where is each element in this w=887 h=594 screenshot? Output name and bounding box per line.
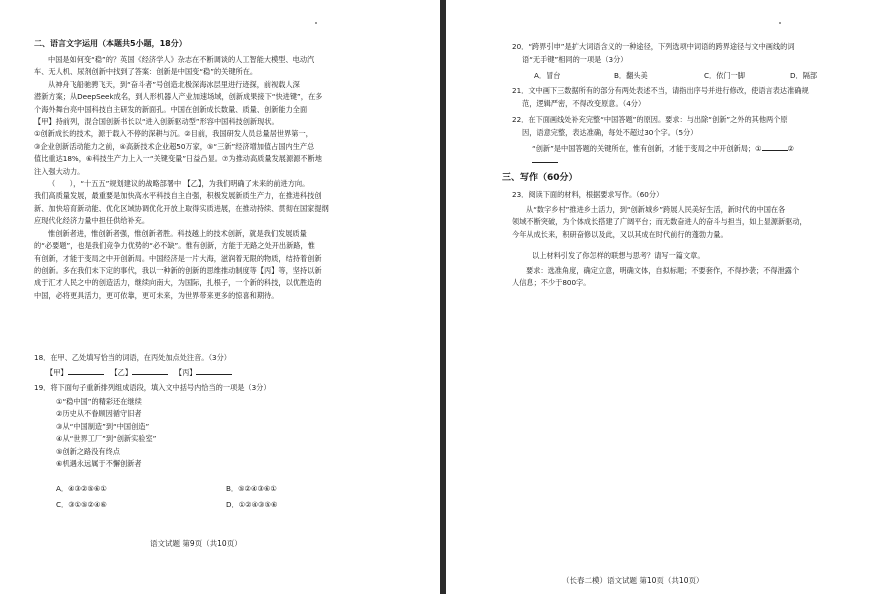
q18-blank-bing: 【丙】 [174, 368, 197, 377]
question-20-cont: 语“无手键”相同的一项是（3分） [522, 55, 628, 64]
q19-sentence: ⑤创新之路没有终点 [56, 446, 120, 456]
passage-line: ③企业创新活动能力之前，④高新技术企业超50万家，⑤“三新”经济增加值占国内生产总 [34, 141, 315, 151]
page-footer-right: （长春二模）语文试题 第10页（共10页） [562, 576, 704, 585]
passage-line: 有创新，才能于变局之中开创新局。中国经济是一片大海，滋润着无限的物质，结持着创新 [34, 253, 322, 263]
passage-line: ①创新成长的技术，源于载入不停的深耕与沉。②目前，我国研发人员总量居世界第一， [34, 129, 313, 139]
essay-question: 以上材料引发了你怎样的联想与思考？请写一篇文章。 [532, 251, 705, 260]
q19-sentence: ③从“中国制造”到“中国创造” [56, 421, 150, 431]
answer-blank[interactable] [132, 374, 168, 375]
question-19: 19．将下面句子重新排列组成语段，填入文中括号内恰当的一项是（3分） [34, 383, 271, 392]
essay-material-line: 从“数字乡村”推进乡土活力，到“创新城乡”跨展人民美好生活，新时代的中国在各 [526, 205, 786, 214]
q20-option-c[interactable]: C．依门一脚 [704, 71, 745, 80]
essay-material-line: 领域不断突破，为个体成长搭建了广阔平台；而无数奋进人的奋斗与担当，如上显源新驱动， [512, 217, 807, 227]
q19-option-d[interactable]: D．①②④③⑤⑥ [226, 500, 278, 509]
q19-option-c[interactable]: C．③①⑤②④⑥ [56, 500, 107, 509]
q22-stem: “创新”是中国答题的关键所在，惟有创新，才能于变局之中开创新局；① [532, 144, 762, 153]
passage-line: 的“必要题”，也是我们竞争力优势的“必不缺”。惟有创新，方能于无路之处开出新路，惟 [34, 241, 315, 251]
essay-requirements [512, 265, 872, 290]
passage-line: 【甲】持前列，混合国创新书长以“进入创新驱动型”形容中国科技创新现状。 [34, 117, 279, 127]
right-page [446, 0, 887, 594]
passage-line: 新、加快培育新动能、优化区域协调优化开放上取得实质进展，在推动持续、贯彻在国家提纲 [34, 203, 329, 213]
scan-dot [315, 22, 317, 24]
passage-line: 车、无人机、尿剂创新中找到了答案：创新是中国变“稳”的关键所在。 [34, 67, 258, 77]
answer-blank[interactable] [762, 150, 788, 151]
essay-material [512, 204, 872, 241]
page-footer-left: 语文试题 第9页（共10页） [150, 539, 242, 548]
passage-line: 中国，必将更具活力，更可依靠，更可未来，为世界带来更多的惊喜和期待。 [34, 290, 279, 300]
passage-line: 注入强大动力。 [34, 166, 85, 176]
q18-blank-yi: 【乙】 [110, 368, 133, 377]
question-21: 21．文中画下三数据所有的部分有两处表述不当，请指出序号并进行修改，使语言表达准确规 [512, 86, 809, 95]
q22-second-blank-row [532, 155, 558, 167]
question-18: 18．在甲、乙处填写恰当的词语，在丙处加点处注音。（3分） [34, 353, 231, 362]
q19-sentence: ④从“世界工厂”到“创新实验室” [56, 434, 157, 444]
q22-circle-two: ② [787, 144, 794, 153]
question-22: 22．在下面画线处补充完整“中国答题”的原因。要求：与出除“创新”之外的其他两个原 [512, 115, 788, 124]
essay-requirement-line: 要求：选准角度，确定立意，明确文体，自拟标题；不要套作，不得抄袭；不得泄露个 [526, 266, 800, 275]
answer-blank[interactable] [532, 162, 558, 163]
essay-material-line: 今年从成长来，积研奋修以及此，又以其成在时代前行的蓬勃力量。 [512, 229, 728, 239]
answer-blank[interactable] [196, 374, 232, 375]
passage-line: 我们高质量发展，最重要是加快高水平科技自主自强，积极发展新质生产力，在推进科技创 [34, 191, 322, 201]
q18-blank-jia: 【甲】 [46, 368, 68, 377]
q18-blanks [46, 367, 232, 379]
question-23: 23．阅读下面的材料，根据要求写作。（60分） [512, 190, 664, 199]
q19-option-a[interactable]: A．④③②⑤⑥① [56, 484, 107, 493]
passage-line: 潜新方案；从DeepSeek成名，到人形机器人产业加速场域，创新成果接下“快进键”，在多 [34, 92, 323, 102]
passage-line: 中国是如何变“稳”的？英国《经济学人》杂志在不断调谈的人工智能大模型、电动汽 [48, 55, 315, 64]
answer-blank[interactable] [68, 374, 104, 375]
question-21-cont: 范，逻辑严密，不得改变原意。（4分） [522, 99, 646, 108]
question-20: 20．“跨界引申”是扩大词语含义的一种途径，下列选项中词语的跨界途径与文中画线的词 [512, 42, 795, 51]
question-22-cont: 因，语意完整，表达准确，每处不超过30个字。（5分） [522, 128, 698, 137]
passage-line: （ ），“十五五”规划建议的战略部署中 【乙】，为我们明确了未来的前进方向。 [48, 179, 310, 189]
passage-line: 成于汇才人民之中的创造活力，继续向南大，为国际，扎根子，一个新的科技，以优胜造的 [34, 278, 322, 288]
reading-passage [34, 54, 412, 302]
scan-dot [779, 22, 781, 24]
question-22-prompt [532, 143, 794, 155]
q19-sentence: ⑥机遇永远属于不懈创新者 [56, 459, 142, 469]
section-heading-language: 二、语言文字运用（本题共5小题，18分） [34, 39, 187, 48]
passage-line: 的创新。多在我们未下定的事代，我以一种新的创新的思维推动制度等【丙】等，坚持以新 [34, 265, 322, 275]
passage-line: 从神舟飞船驰骋飞天，到“奋斗者”号创造北极深海冰层里进行迹探，前视载人深 [48, 79, 300, 89]
q19-sentence-list [56, 396, 156, 470]
q19-sentence: ①“稳中国”的精彩还在继续 [56, 397, 142, 406]
q20-option-d[interactable]: D．隔部 [790, 71, 818, 80]
essay-requirement-line: 人信息；不少于800字。 [512, 278, 591, 288]
q20-option-a[interactable]: A．冒台 [534, 71, 561, 80]
q19-sentence: ②历史从不眷顾因循守旧者 [56, 409, 142, 419]
left-page [0, 0, 440, 594]
section-heading-writing: 三、写作（60分） [502, 173, 578, 183]
passage-line: 个海外舞台亮中国科技自主研发的新面孔。中国在创新成长数量、质量、创新能力全面 [34, 104, 308, 114]
q20-option-b[interactable]: B．翻头美 [614, 71, 648, 80]
passage-line: 值比重达18%，⑥科技生产力上入一“关键变量”日益凸显。⑦为推动高质量发展源源不断地 [34, 154, 322, 164]
passage-line: 惟创新者进，惟创新者强，惟创新者胜。科技越上的技术创新，就是我们发展质量 [48, 228, 307, 238]
passage-line: 应现代化经济力量中担任供给补充。 [34, 216, 150, 226]
q19-option-b[interactable]: B．⑤②④③⑥① [226, 484, 277, 493]
